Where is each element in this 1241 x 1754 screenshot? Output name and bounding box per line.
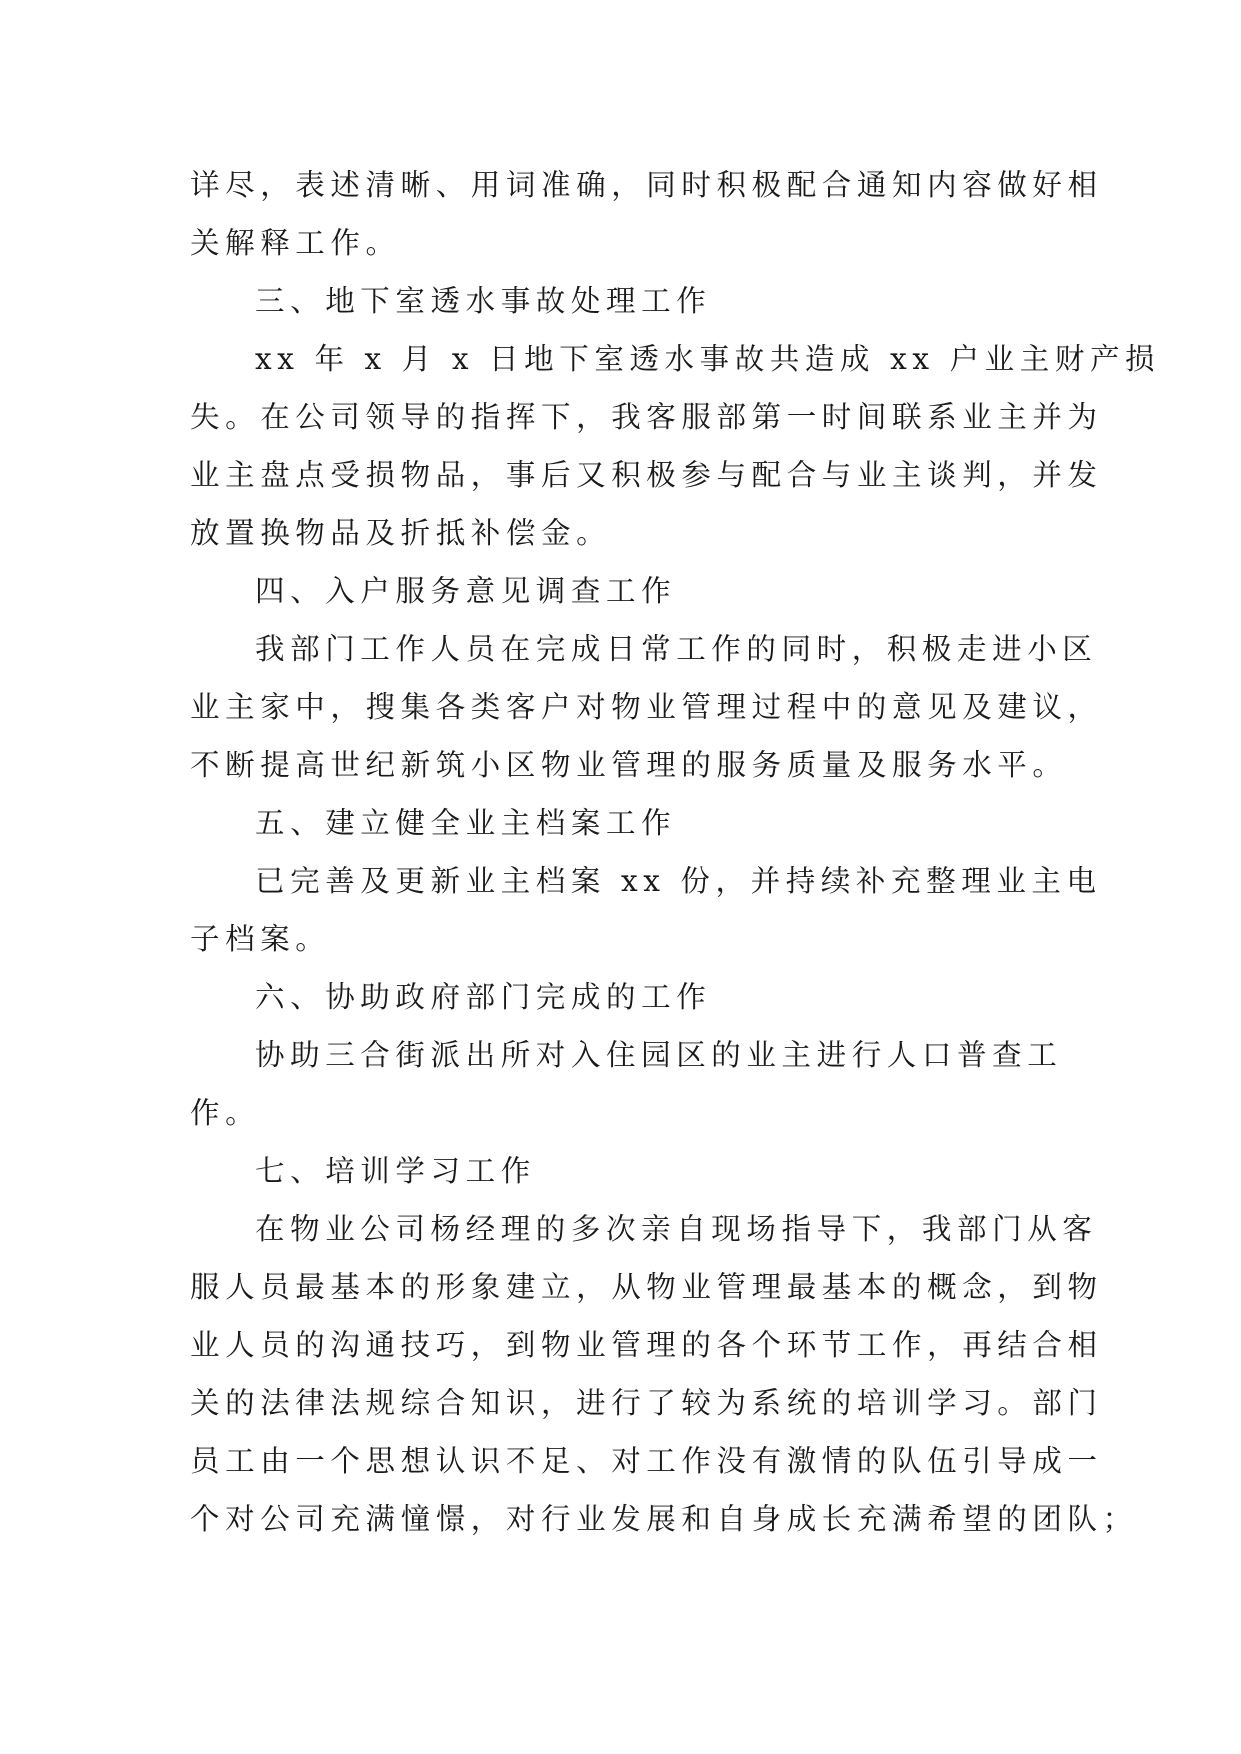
- text-line: 业人员的沟通技巧，到物业管理的各个环节工作，再结合相: [190, 1328, 1103, 1362]
- section-heading: 五、建立健全业主档案工作: [255, 806, 677, 840]
- text-line: xx 年 x 月 x 日地下室透水事故共造成 xx 户业主财产损: [255, 342, 1161, 376]
- text-line: 我部门工作人员在完成日常工作的同时，积极走进小区: [255, 632, 1098, 666]
- section-heading: 六、协助政府部门完成的工作: [255, 980, 712, 1014]
- section-heading: 三、地下室透水事故处理工作: [255, 284, 712, 318]
- text-line: 协助三合街派出所对入住园区的业主进行人口普查工: [255, 1038, 1063, 1072]
- section-heading: 四、入户服务意见调查工作: [255, 574, 677, 608]
- section-heading: 七、培训学习工作: [255, 1154, 536, 1188]
- text-line: 关的法律法规综合知识，进行了较为系统的培训学习。部门: [190, 1386, 1103, 1420]
- text-line: 作。: [190, 1096, 261, 1130]
- text-line: 已完善及更新业主档案 xx 份，并持续补充整理业主电: [255, 864, 1102, 898]
- text-line: 员工由一个思想认识不足、对工作没有激情的队伍引导成一: [190, 1444, 1103, 1478]
- text-line: 业主家中，搜集各类客户对物业管理过程中的意见及建议，: [190, 690, 1103, 724]
- text-line: 服人员最基本的形象建立，从物业管理最基本的概念，到物: [190, 1270, 1103, 1304]
- text-line: 失。在公司领导的指挥下，我客服部第一时间联系业主并为: [190, 400, 1103, 434]
- text-line: 个对公司充满憧憬，对行业发展和自身成长充满希望的团队；: [190, 1502, 1138, 1536]
- text-line: 在物业公司杨经理的多次亲自现场指导下，我部门从客: [255, 1212, 1098, 1246]
- text-line: 不断提高世纪新筑小区物业管理的服务质量及服务水平。: [190, 748, 1068, 782]
- text-line: 子档案。: [190, 922, 331, 956]
- text-line: 关解释工作。: [190, 226, 401, 260]
- text-line: 详尽，表述清晰、用词准确，同时积极配合通知内容做好相: [190, 168, 1103, 202]
- text-line: 放置换物品及折抵补偿金。: [190, 516, 612, 550]
- text-line: 业主盘点受损物品，事后又积极参与配合与业主谈判，并发: [190, 458, 1103, 492]
